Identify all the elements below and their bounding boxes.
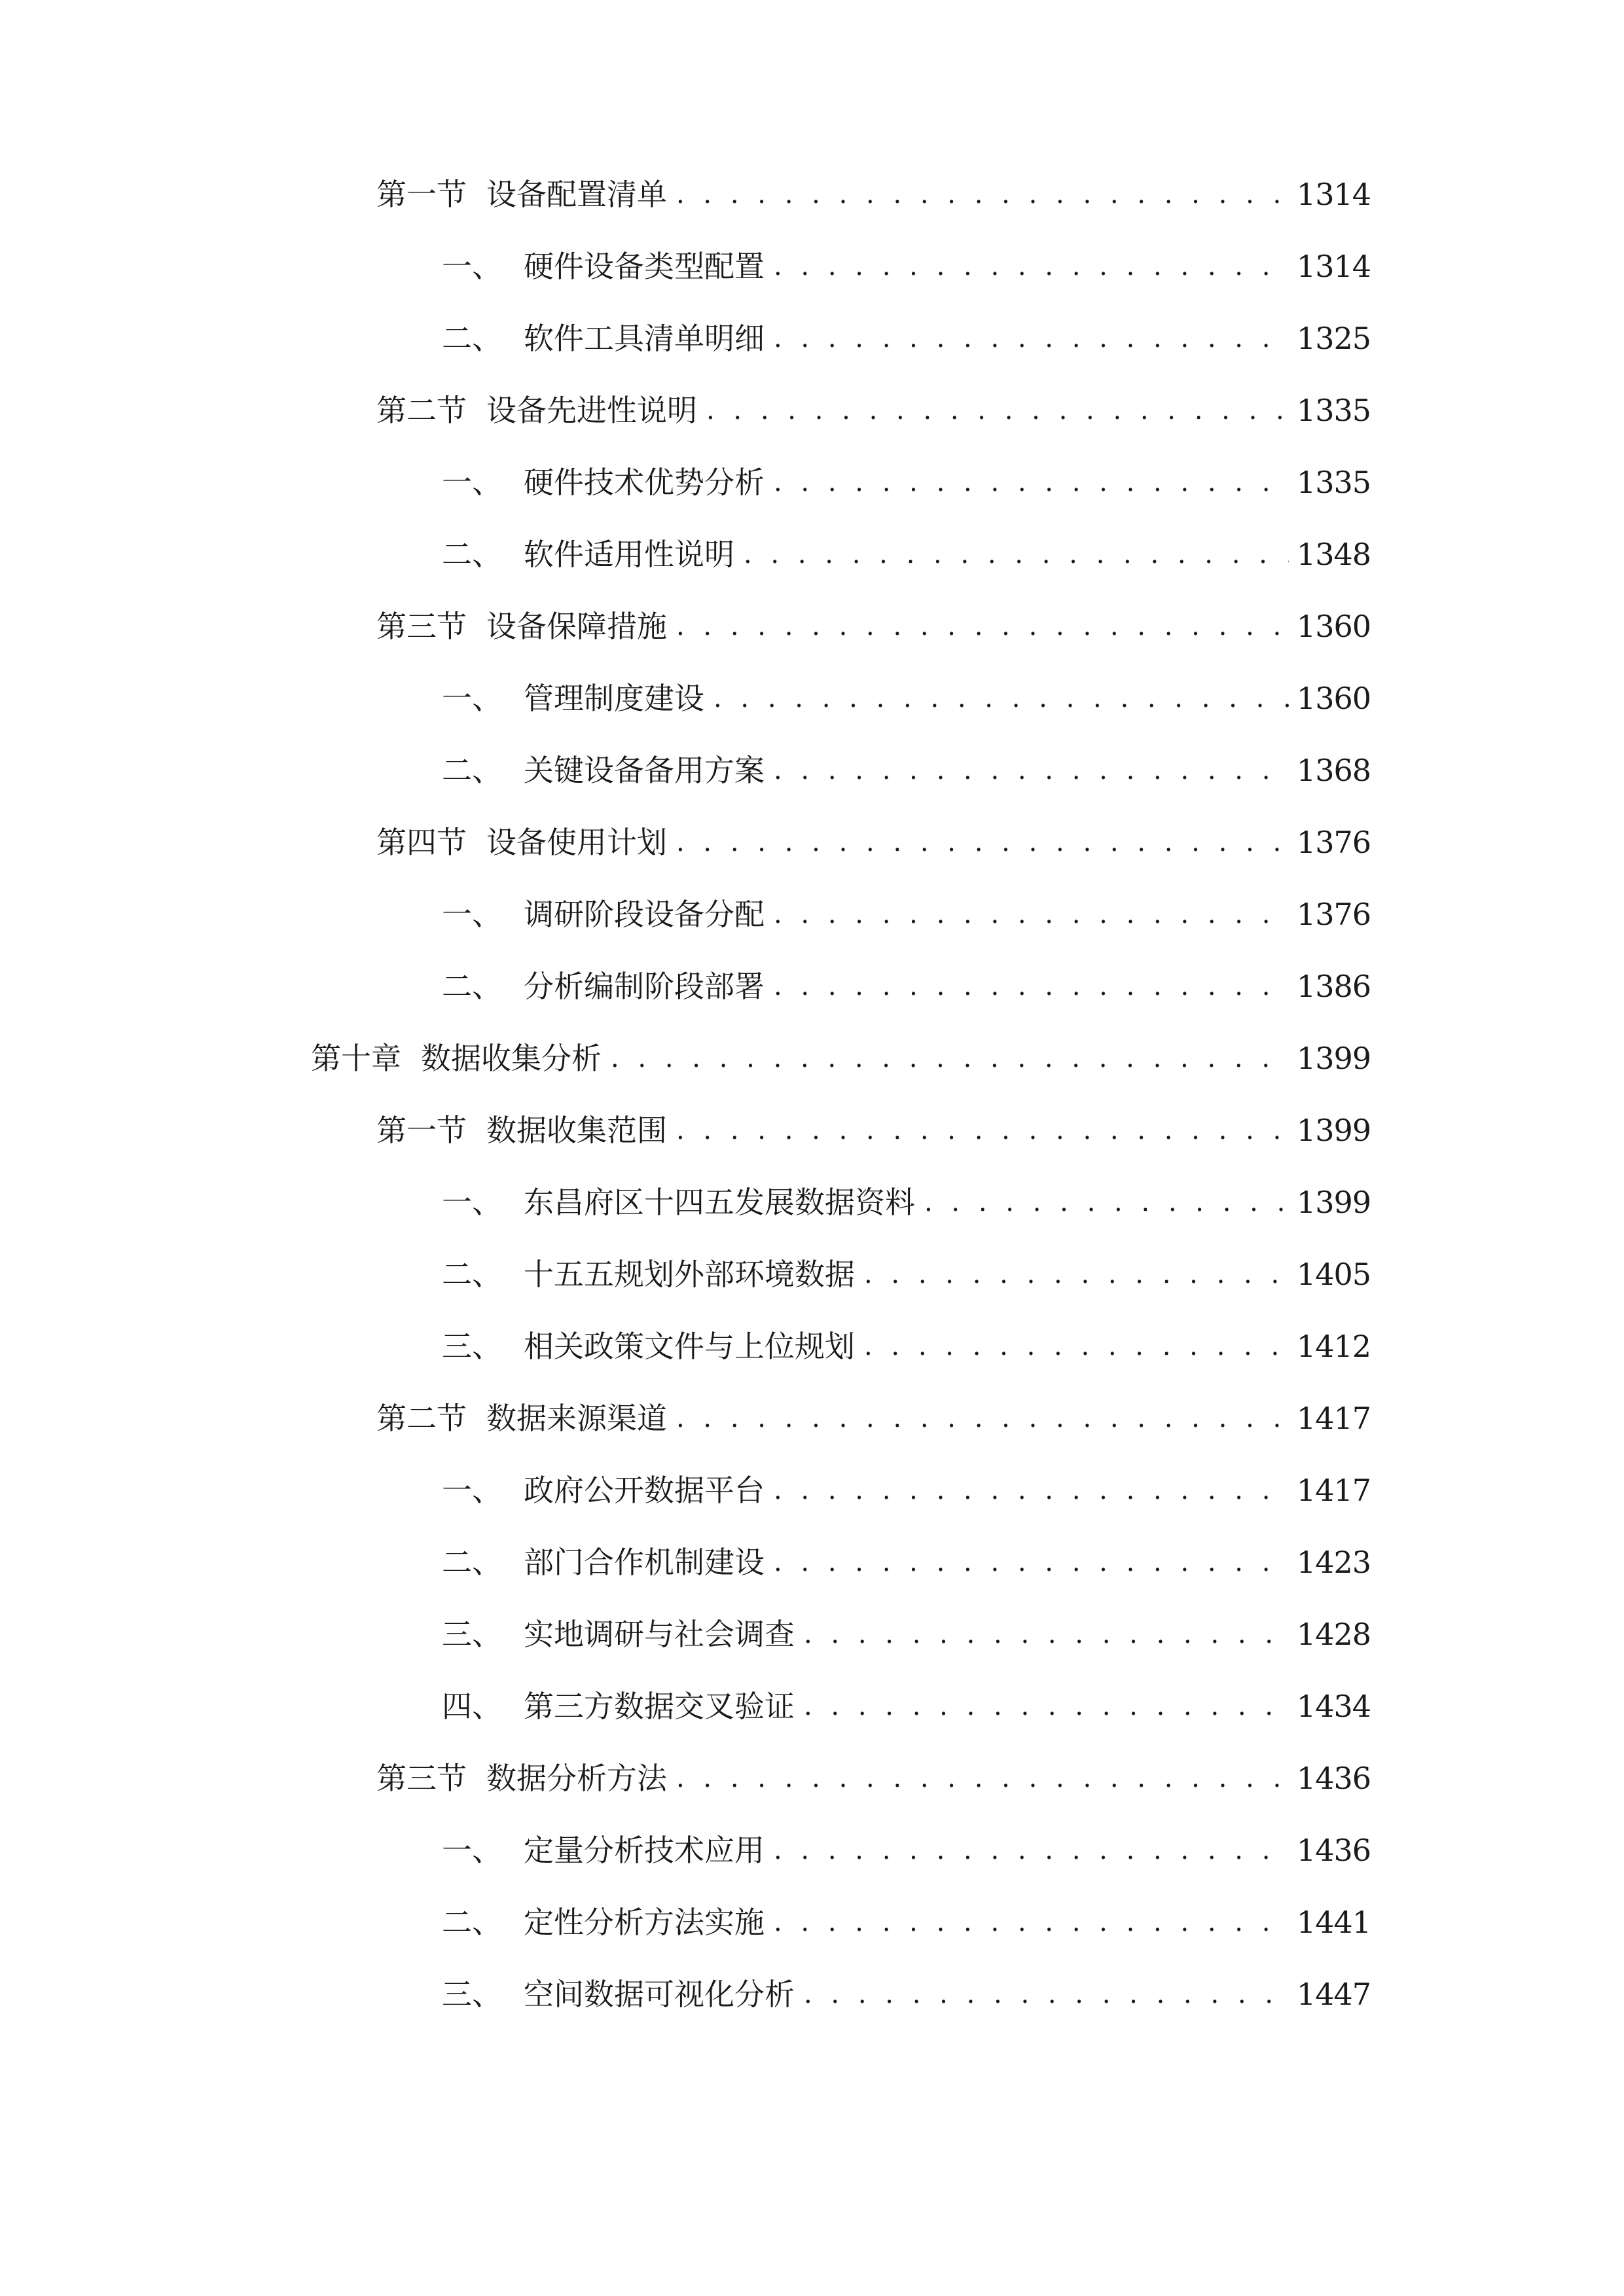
toc-entry-item[interactable] <box>442 1824 1371 1876</box>
toc-dot-leader <box>864 1320 1289 1372</box>
toc-entry-number: 三、 <box>442 1617 502 1652</box>
toc-entry-title: 数据分析方法 <box>486 1761 667 1796</box>
toc-entry-number: 二、 <box>442 537 502 572</box>
toc-entry-title: 东昌府区十四五发展数据资料 <box>524 1185 915 1220</box>
toc-entry-number: 二、 <box>442 1257 502 1292</box>
toc-dot-leader <box>774 312 1289 365</box>
toc-dot-leader <box>774 456 1289 509</box>
toc-entry-section[interactable] <box>376 600 1371 653</box>
toc-entry-title: 数据来源渠道 <box>486 1401 667 1436</box>
toc-dot-leader <box>774 1824 1289 1876</box>
toc-dot-leader <box>676 1104 1289 1157</box>
toc-entry-title: 政府公开数据平台 <box>524 1473 765 1508</box>
toc-entry-number: 二、 <box>442 321 502 356</box>
toc-entry-title: 设备配置清单 <box>486 177 667 212</box>
toc-entry-title: 设备先进性说明 <box>486 393 697 428</box>
toc-entry-item[interactable] <box>442 1464 1371 1516</box>
toc-page-number: 1428 <box>1296 1617 1371 1652</box>
toc-entry-number: 一、 <box>442 897 502 932</box>
toc-dot-leader <box>804 1680 1289 1732</box>
toc-entry-title: 软件适用性说明 <box>524 537 734 572</box>
toc-dot-leader <box>804 1608 1289 1660</box>
toc-entry-number: 第三节 <box>376 1761 467 1796</box>
toc-entry-title: 调研阶段设备分配 <box>524 897 765 932</box>
toc-entry-section[interactable] <box>376 384 1371 437</box>
toc-dot-leader <box>676 1752 1289 1804</box>
toc-page-number: 1417 <box>1296 1401 1371 1436</box>
toc-dot-leader <box>676 600 1289 653</box>
toc-entry-number: 第一节 <box>376 1113 467 1148</box>
toc-entry-number: 第一节 <box>376 177 467 212</box>
toc-dot-leader <box>774 888 1289 941</box>
toc-entry-title: 硬件技术优势分析 <box>524 465 765 500</box>
toc-page-number: 1447 <box>1296 1977 1371 2012</box>
toc-entry-number: 一、 <box>442 1833 502 1868</box>
toc-entry-number: 第二节 <box>376 393 467 428</box>
toc-page-number: 1360 <box>1296 681 1371 716</box>
toc-dot-leader <box>676 816 1289 869</box>
toc-dot-leader <box>774 1896 1289 1948</box>
toc-dot-leader <box>676 1392 1289 1444</box>
toc-entry-item[interactable] <box>442 888 1371 941</box>
toc-entry-title: 空间数据可视化分析 <box>524 1977 795 2012</box>
toc-entry-title: 硬件设备类型配置 <box>524 249 765 284</box>
toc-entry-title: 十五五规划外部环境数据 <box>524 1257 855 1292</box>
toc-entry-title: 数据收集范围 <box>486 1113 667 1148</box>
toc-page-number: 1405 <box>1296 1257 1371 1292</box>
toc-page-number: 1376 <box>1296 897 1371 932</box>
toc-dot-leader <box>774 1536 1289 1588</box>
toc-entry-section[interactable] <box>376 1104 1371 1157</box>
toc-dot-leader <box>713 672 1289 725</box>
toc-entry-item[interactable] <box>442 312 1371 365</box>
toc-entry-number: 二、 <box>442 1905 502 1940</box>
toc-entry-item[interactable] <box>442 672 1371 725</box>
toc-dot-leader <box>611 1032 1289 1085</box>
toc-entry-title: 分析编制阶段部署 <box>524 969 765 1004</box>
toc-dot-leader <box>864 1248 1289 1300</box>
toc-page-number: 1360 <box>1296 609 1371 644</box>
toc-page-number: 1386 <box>1296 969 1371 1004</box>
toc-entry-item[interactable] <box>442 960 1371 1013</box>
toc-entry-section[interactable] <box>376 816 1371 869</box>
toc-dot-leader <box>706 384 1289 437</box>
toc-entry-item[interactable] <box>442 1680 1371 1732</box>
toc-entry-title: 管理制度建设 <box>524 681 704 716</box>
toc-page-number: 1335 <box>1296 465 1371 500</box>
toc-page-number: 1436 <box>1296 1761 1371 1796</box>
toc-dot-leader <box>774 960 1289 1013</box>
toc-entry-title: 第三方数据交叉验证 <box>524 1689 795 1724</box>
toc-page-number: 1399 <box>1296 1113 1371 1148</box>
toc-entry-item[interactable] <box>442 1176 1371 1229</box>
toc-dot-leader <box>676 168 1289 221</box>
toc-page-number: 1314 <box>1296 177 1371 212</box>
toc-page-number: 1441 <box>1296 1905 1371 1940</box>
toc-page-number: 1376 <box>1296 825 1371 860</box>
toc-entry-item[interactable] <box>442 1608 1371 1660</box>
toc-entry-item[interactable] <box>442 240 1371 293</box>
toc-dot-leader <box>744 528 1289 581</box>
toc-entry-item[interactable] <box>442 744 1371 797</box>
toc-entry-number: 四、 <box>442 1689 502 1724</box>
toc-page-number: 1423 <box>1296 1545 1371 1580</box>
toc-entry-number: 二、 <box>442 1545 502 1580</box>
toc-dot-leader <box>774 1464 1289 1516</box>
toc-entry-section[interactable] <box>376 1752 1371 1804</box>
toc-entry-chapter[interactable] <box>311 1032 1371 1085</box>
toc-page-number: 1348 <box>1296 537 1371 572</box>
toc-entry-number: 一、 <box>442 465 502 500</box>
toc-entry-number: 第二节 <box>376 1401 467 1436</box>
toc-entry-title: 实地调研与社会调查 <box>524 1617 795 1652</box>
toc-entry-title: 设备保障措施 <box>486 609 667 644</box>
toc-entry-item[interactable] <box>442 1248 1371 1300</box>
toc-entry-title: 相关政策文件与上位规划 <box>524 1329 855 1364</box>
toc-page-number: 1412 <box>1296 1329 1371 1364</box>
toc-page-number: 1434 <box>1296 1689 1371 1724</box>
toc-entry-number: 第三节 <box>376 609 467 644</box>
toc-entry-title: 关键设备备用方案 <box>524 753 765 788</box>
toc-entry-section[interactable] <box>376 1392 1371 1444</box>
toc-entry-number: 一、 <box>442 1473 502 1508</box>
toc-entry-title: 部门合作机制建设 <box>524 1545 765 1580</box>
toc-entry-title: 设备使用计划 <box>486 825 667 860</box>
toc-entry-number: 二、 <box>442 753 502 788</box>
toc-dot-leader <box>774 240 1289 293</box>
toc-entry-number: 三、 <box>442 1977 502 2012</box>
toc-entry-number: 二、 <box>442 969 502 1004</box>
toc-dot-leader <box>774 744 1289 797</box>
toc-page-number: 1399 <box>1296 1041 1371 1076</box>
toc-page-number: 1335 <box>1296 393 1371 428</box>
toc-entry-number: 第四节 <box>376 825 467 860</box>
toc-entry-item[interactable] <box>442 528 1371 581</box>
toc-entry-number: 一、 <box>442 249 502 284</box>
toc-entry-title: 软件工具清单明细 <box>524 321 765 356</box>
toc-entry-section[interactable] <box>376 168 1371 221</box>
toc-entry-number: 一、 <box>442 681 502 716</box>
toc-dot-leader <box>804 1968 1289 2020</box>
toc-entry-number: 三、 <box>442 1329 502 1364</box>
toc-dot-leader <box>924 1176 1289 1229</box>
toc-page-number: 1325 <box>1296 321 1371 356</box>
toc-page-number: 1368 <box>1296 753 1371 788</box>
toc-entry-title: 数据收集分析 <box>421 1041 602 1076</box>
toc-page-number: 1417 <box>1296 1473 1371 1508</box>
toc-entry-item[interactable] <box>442 1968 1371 2020</box>
toc-entry-number: 一、 <box>442 1185 502 1220</box>
toc-entry-item[interactable] <box>442 1320 1371 1372</box>
toc-page-number: 1399 <box>1296 1185 1371 1220</box>
toc-page-number: 1436 <box>1296 1833 1371 1868</box>
toc-entry-title: 定性分析方法实施 <box>524 1905 765 1940</box>
toc-entry-title: 定量分析技术应用 <box>524 1833 765 1868</box>
toc-entry-item[interactable] <box>442 1536 1371 1588</box>
toc-page-number: 1314 <box>1296 249 1371 284</box>
toc-entry-item[interactable] <box>442 456 1371 509</box>
toc-entry-number: 第十章 <box>311 1041 401 1076</box>
toc-entry-item[interactable] <box>442 1896 1371 1948</box>
